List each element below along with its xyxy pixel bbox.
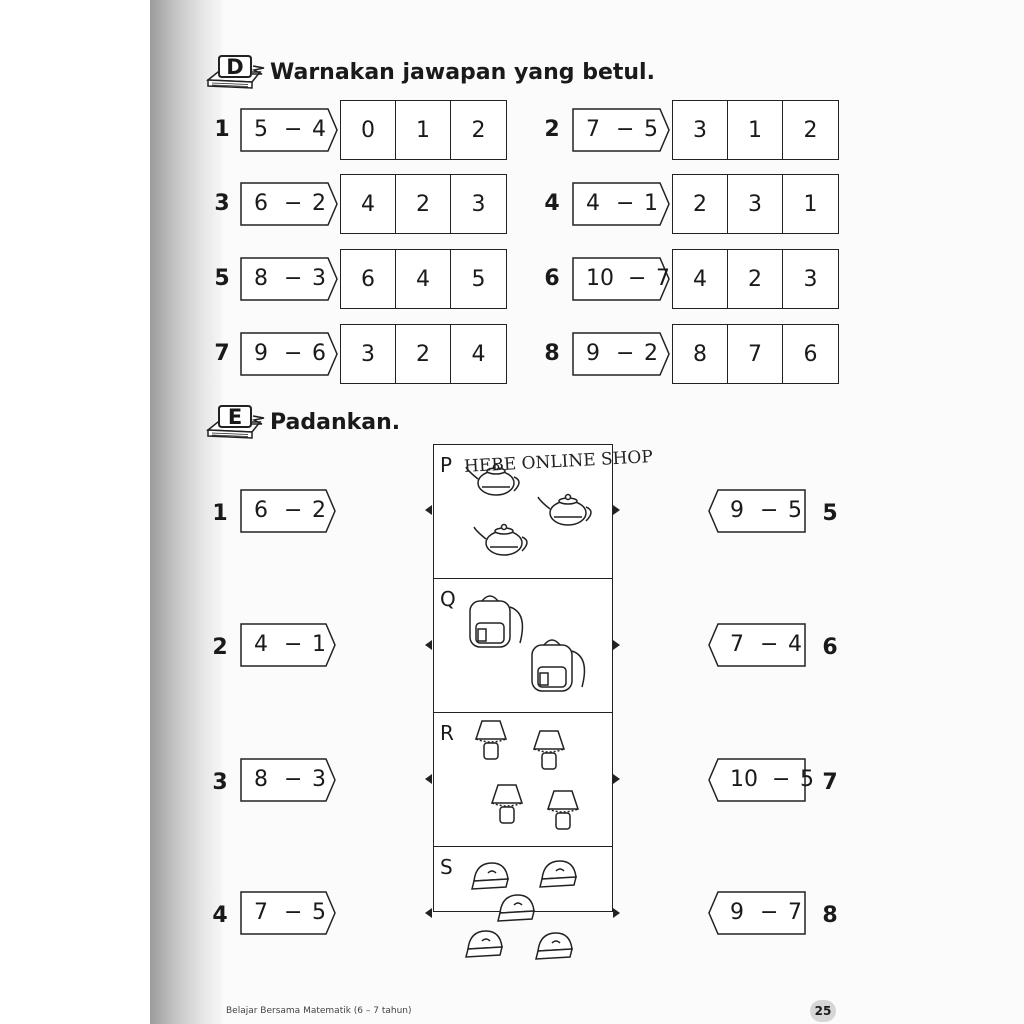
answer-options bbox=[340, 324, 507, 384]
page-number: 25 bbox=[810, 1000, 836, 1022]
picture-label: P bbox=[440, 453, 453, 477]
connector-right-q bbox=[613, 640, 620, 650]
question-number: 7 bbox=[214, 341, 230, 366]
expression-box bbox=[572, 182, 670, 226]
answer-option[interactable]: 1 bbox=[803, 191, 818, 217]
expression-left-operand: 8 bbox=[254, 266, 268, 291]
expression-left-operand: 7 bbox=[254, 900, 268, 925]
connector-right-r bbox=[613, 774, 620, 784]
expression-right-operand: 5 bbox=[800, 767, 814, 792]
expression-box bbox=[240, 257, 338, 301]
answer-option[interactable]: 2 bbox=[396, 175, 451, 233]
expression-box bbox=[240, 108, 338, 152]
connector-left-r bbox=[425, 774, 432, 784]
expression-box bbox=[240, 623, 336, 667]
expression-right-operand: 1 bbox=[644, 191, 658, 216]
question-number: 1 bbox=[212, 501, 228, 526]
expression-operator: − bbox=[284, 341, 303, 366]
expression-operator: − bbox=[284, 632, 303, 657]
section-instruction: Padankan. bbox=[270, 409, 401, 435]
expression-box bbox=[708, 891, 806, 935]
expression-right-operand: 3 bbox=[312, 266, 326, 291]
answer-option[interactable]: 3 bbox=[803, 266, 818, 292]
connector-left-s bbox=[425, 908, 432, 918]
question-number: 5 bbox=[822, 501, 838, 526]
expression-operator: − bbox=[616, 341, 635, 366]
expression-left-operand: 5 bbox=[254, 117, 268, 142]
expression-right-operand: 6 bbox=[312, 341, 326, 366]
question-number: 6 bbox=[544, 266, 560, 291]
expression-left-operand: 10 bbox=[730, 767, 758, 792]
expression-left-operand: 9 bbox=[254, 341, 268, 366]
expression-right-operand: 4 bbox=[312, 117, 326, 142]
question-number: 4 bbox=[544, 191, 560, 216]
answer-option[interactable]: 1 bbox=[728, 101, 783, 159]
cap-icon bbox=[434, 847, 614, 978]
picture-label: R bbox=[440, 721, 454, 745]
answer-option[interactable]: 3 bbox=[728, 175, 783, 233]
expression-operator: − bbox=[284, 900, 303, 925]
section-d-heading bbox=[204, 52, 655, 92]
connector-right-s bbox=[613, 908, 620, 918]
expression-right-operand: 2 bbox=[312, 191, 326, 216]
expression-operator: − bbox=[284, 498, 303, 523]
connector-left-q bbox=[425, 640, 432, 650]
expression-right-operand: 5 bbox=[788, 498, 802, 523]
expression-left-operand: 7 bbox=[586, 117, 600, 142]
question-number: 7 bbox=[822, 770, 838, 795]
question-number: 1 bbox=[214, 117, 230, 142]
expression-box bbox=[240, 891, 336, 935]
backpack-icon bbox=[434, 579, 614, 713]
book-spine-margin bbox=[0, 0, 150, 1024]
expression-left-operand: 4 bbox=[254, 632, 268, 657]
answer-option[interactable]: 4 bbox=[341, 175, 396, 233]
section-letter: E bbox=[227, 405, 243, 429]
connector-right-p bbox=[613, 505, 620, 515]
answer-option[interactable]: 3 bbox=[341, 325, 396, 383]
expression-box bbox=[240, 758, 336, 802]
expression-operator: − bbox=[616, 191, 635, 216]
expression-left-operand: 9 bbox=[586, 341, 600, 366]
picture-label: S bbox=[440, 855, 453, 879]
expression-right-operand: 2 bbox=[312, 498, 326, 523]
expression-left-operand: 4 bbox=[586, 191, 600, 216]
expression-box bbox=[708, 758, 814, 802]
expression-left-operand: 7 bbox=[730, 632, 744, 657]
lamp-icon bbox=[434, 713, 614, 847]
expression-operator: − bbox=[284, 191, 303, 216]
watermark: HEBE ONLINE SHOP bbox=[463, 447, 654, 477]
answer-option[interactable]: 8 bbox=[673, 325, 728, 383]
expression-box bbox=[708, 489, 806, 533]
expression-box bbox=[240, 182, 338, 226]
expression-right-operand: 7 bbox=[788, 900, 802, 925]
expression-right-operand: 3 bbox=[312, 767, 326, 792]
expression-right-operand: 1 bbox=[312, 632, 326, 657]
question-number: 8 bbox=[544, 341, 560, 366]
question-number: 2 bbox=[544, 117, 560, 142]
expression-operator: − bbox=[628, 266, 647, 291]
answer-option[interactable]: 2 bbox=[803, 117, 818, 143]
answer-option[interactable]: 2 bbox=[471, 117, 486, 143]
answer-option[interactable]: 2 bbox=[673, 175, 728, 233]
answer-option[interactable]: 4 bbox=[396, 250, 451, 308]
expression-right-operand: 4 bbox=[788, 632, 802, 657]
question-number: 3 bbox=[214, 191, 230, 216]
answer-option[interactable]: 3 bbox=[471, 191, 486, 217]
question-number: 8 bbox=[822, 903, 838, 928]
answer-options bbox=[672, 324, 839, 384]
picture-cell-r[interactable] bbox=[434, 713, 612, 847]
answer-option[interactable]: 6 bbox=[341, 250, 396, 308]
question-number: 5 bbox=[214, 266, 230, 291]
expression-operator: − bbox=[284, 767, 303, 792]
expression-operator: − bbox=[760, 900, 779, 925]
answer-option[interactable]: 4 bbox=[471, 341, 486, 367]
answer-options bbox=[672, 100, 839, 160]
expression-operator: − bbox=[284, 266, 303, 291]
expression-box bbox=[240, 332, 338, 376]
expression-operator: − bbox=[284, 117, 303, 142]
expression-right-operand: 5 bbox=[644, 117, 658, 142]
expression-operator: − bbox=[760, 498, 779, 523]
expression-operator: − bbox=[772, 767, 791, 792]
expression-right-operand: 7 bbox=[656, 266, 670, 291]
expression-box bbox=[708, 623, 806, 667]
answer-option[interactable]: 6 bbox=[803, 341, 818, 367]
expression-right-operand: 2 bbox=[644, 341, 658, 366]
book-icon bbox=[204, 402, 266, 442]
answer-option[interactable]: 1 bbox=[396, 101, 451, 159]
book-icon bbox=[204, 52, 266, 92]
expression-left-operand: 9 bbox=[730, 900, 744, 925]
expression-operator: − bbox=[616, 117, 635, 142]
answer-options bbox=[340, 174, 507, 234]
footer-book-title: Belajar Bersama Matematik (6 – 7 tahun) bbox=[226, 1006, 412, 1016]
question-number: 6 bbox=[822, 635, 838, 660]
expression-left-operand: 9 bbox=[730, 498, 744, 523]
answer-options bbox=[672, 174, 839, 234]
expression-box bbox=[572, 257, 670, 301]
question-number: 2 bbox=[212, 635, 228, 660]
question-number: 4 bbox=[212, 903, 228, 928]
picture-cell-s[interactable] bbox=[434, 847, 612, 978]
expression-left-operand: 6 bbox=[254, 191, 268, 216]
picture-label: Q bbox=[440, 587, 456, 611]
answer-options bbox=[340, 249, 507, 309]
question-number: 3 bbox=[212, 770, 228, 795]
expression-box bbox=[572, 332, 670, 376]
connector-left-p bbox=[425, 505, 432, 515]
expression-left-operand: 10 bbox=[586, 266, 614, 291]
answer-option[interactable]: 0 bbox=[341, 101, 396, 159]
expression-box bbox=[572, 108, 670, 152]
picture-cell-q[interactable] bbox=[434, 579, 612, 713]
expression-box bbox=[240, 489, 336, 533]
answer-option[interactable]: 4 bbox=[673, 250, 728, 308]
expression-left-operand: 6 bbox=[254, 498, 268, 523]
expression-left-operand: 8 bbox=[254, 767, 268, 792]
answer-options bbox=[672, 249, 839, 309]
answer-option[interactable]: 5 bbox=[471, 266, 486, 292]
answer-option[interactable]: 2 bbox=[396, 325, 451, 383]
expression-right-operand: 5 bbox=[312, 900, 326, 925]
section-instruction: Warnakan jawapan yang betul. bbox=[270, 59, 655, 85]
answer-options bbox=[340, 100, 507, 160]
answer-option[interactable]: 2 bbox=[728, 250, 783, 308]
answer-option[interactable]: 3 bbox=[673, 101, 728, 159]
section-e-heading bbox=[204, 402, 400, 442]
picture-column bbox=[433, 444, 613, 912]
answer-option[interactable]: 7 bbox=[728, 325, 783, 383]
section-letter: D bbox=[226, 55, 244, 79]
expression-operator: − bbox=[760, 632, 779, 657]
